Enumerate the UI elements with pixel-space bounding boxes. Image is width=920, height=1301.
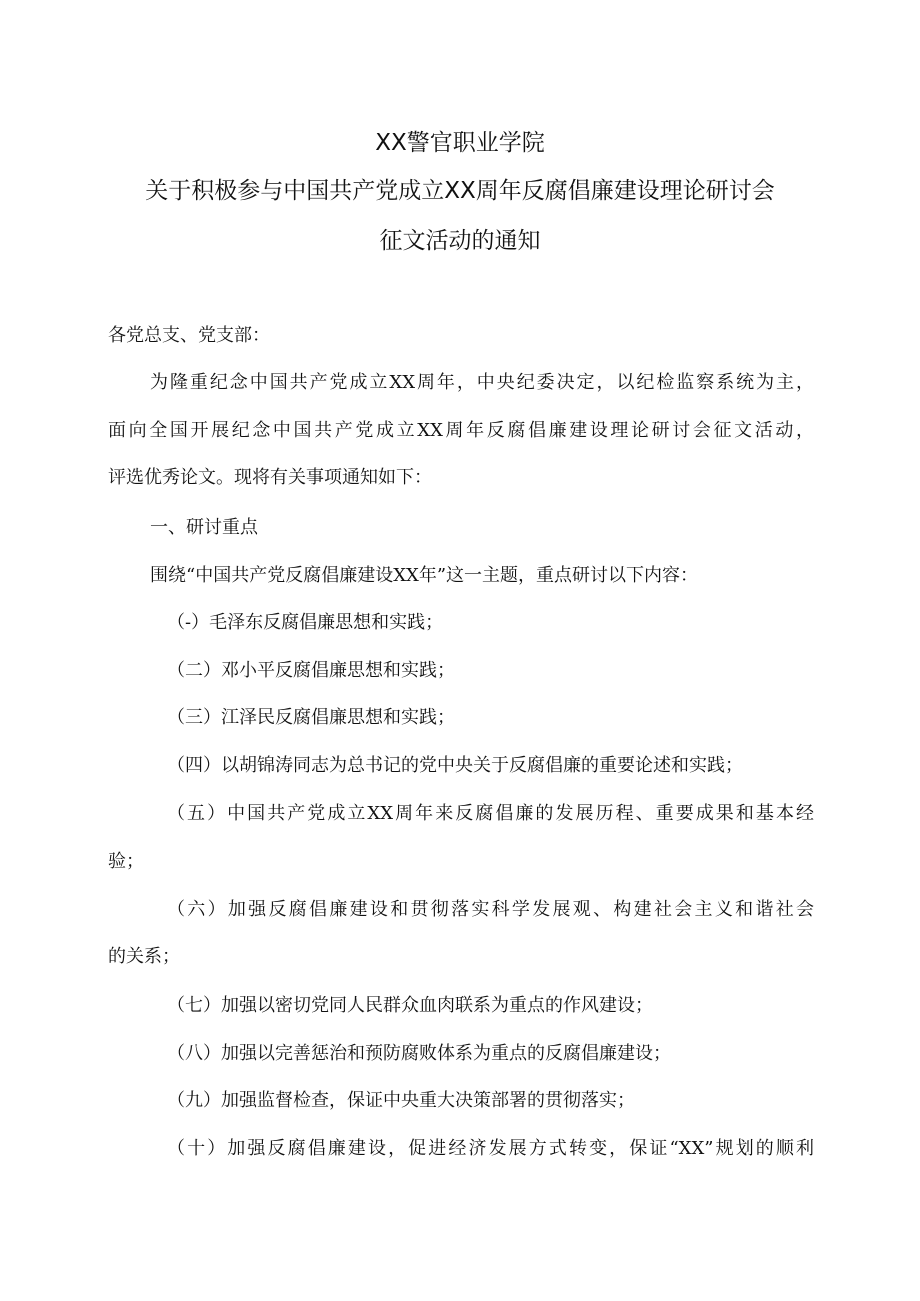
list-item: （七）加强以密切党同人民群众血肉联系为重点的作风建设； (167, 995, 653, 1016)
intro-line-2: 面向全国开展纪念中国共产党成立XX周年反腐倡廉建设理论研讨会征文活动， (108, 420, 814, 441)
list-item: （五）中国共产党成立XX周年来反腐倡廉的发展历程、重要成果和基本经 (167, 803, 814, 824)
list-item: （三）江泽民反腐倡廉思想和实践； (167, 707, 455, 728)
list-item-continuation: 的关系； (108, 946, 180, 967)
list-item: （四）以胡锦涛同志为总书记的党中央关于反腐倡廉的重要论述和实践； (167, 755, 743, 776)
list-item: （十）加强反腐倡廉建设，促进经济发展方式转变，保证“XX”规划的顺利 (167, 1138, 814, 1159)
section-lead: 围绕“中国共产党反腐倡廉建设XX年”这一主题，重点研讨以下内容： (150, 565, 699, 586)
list-item-continuation: 验； (108, 851, 144, 872)
list-item: （六）加强反腐倡廉建设和贯彻落实科学发展观、构建社会主义和谐社会 (167, 899, 814, 920)
section-heading: 一、研讨重点 (150, 517, 258, 538)
document-title-line-2: 关于积极参与中国共产党成立XX周年反腐倡廉建设理论研讨会 (145, 178, 775, 204)
salutation: 各党总支、党支部： (108, 325, 270, 346)
document-title-line-3: 征文活动的通知 (379, 228, 541, 254)
intro-line-1: 为隆重纪念中国共产党成立XX周年，中央纪委决定，以纪检监察系统为主， (150, 372, 814, 393)
list-item: （-）毛泽东反腐倡廉思想和实践； (167, 612, 444, 633)
list-item: （二）邓小平反腐倡廉思想和实践； (167, 660, 455, 681)
list-item: （九）加强监督检查，保证中央重大决策部署的贯彻落实； (167, 1090, 635, 1111)
list-item: （八）加强以完善惩治和预防腐败体系为重点的反腐倡廉建设； (167, 1043, 671, 1064)
document-title-line-1: XX警官职业学院 (375, 130, 545, 156)
intro-line-3: 评选优秀论文。现将有关事项通知如下： (108, 467, 432, 488)
